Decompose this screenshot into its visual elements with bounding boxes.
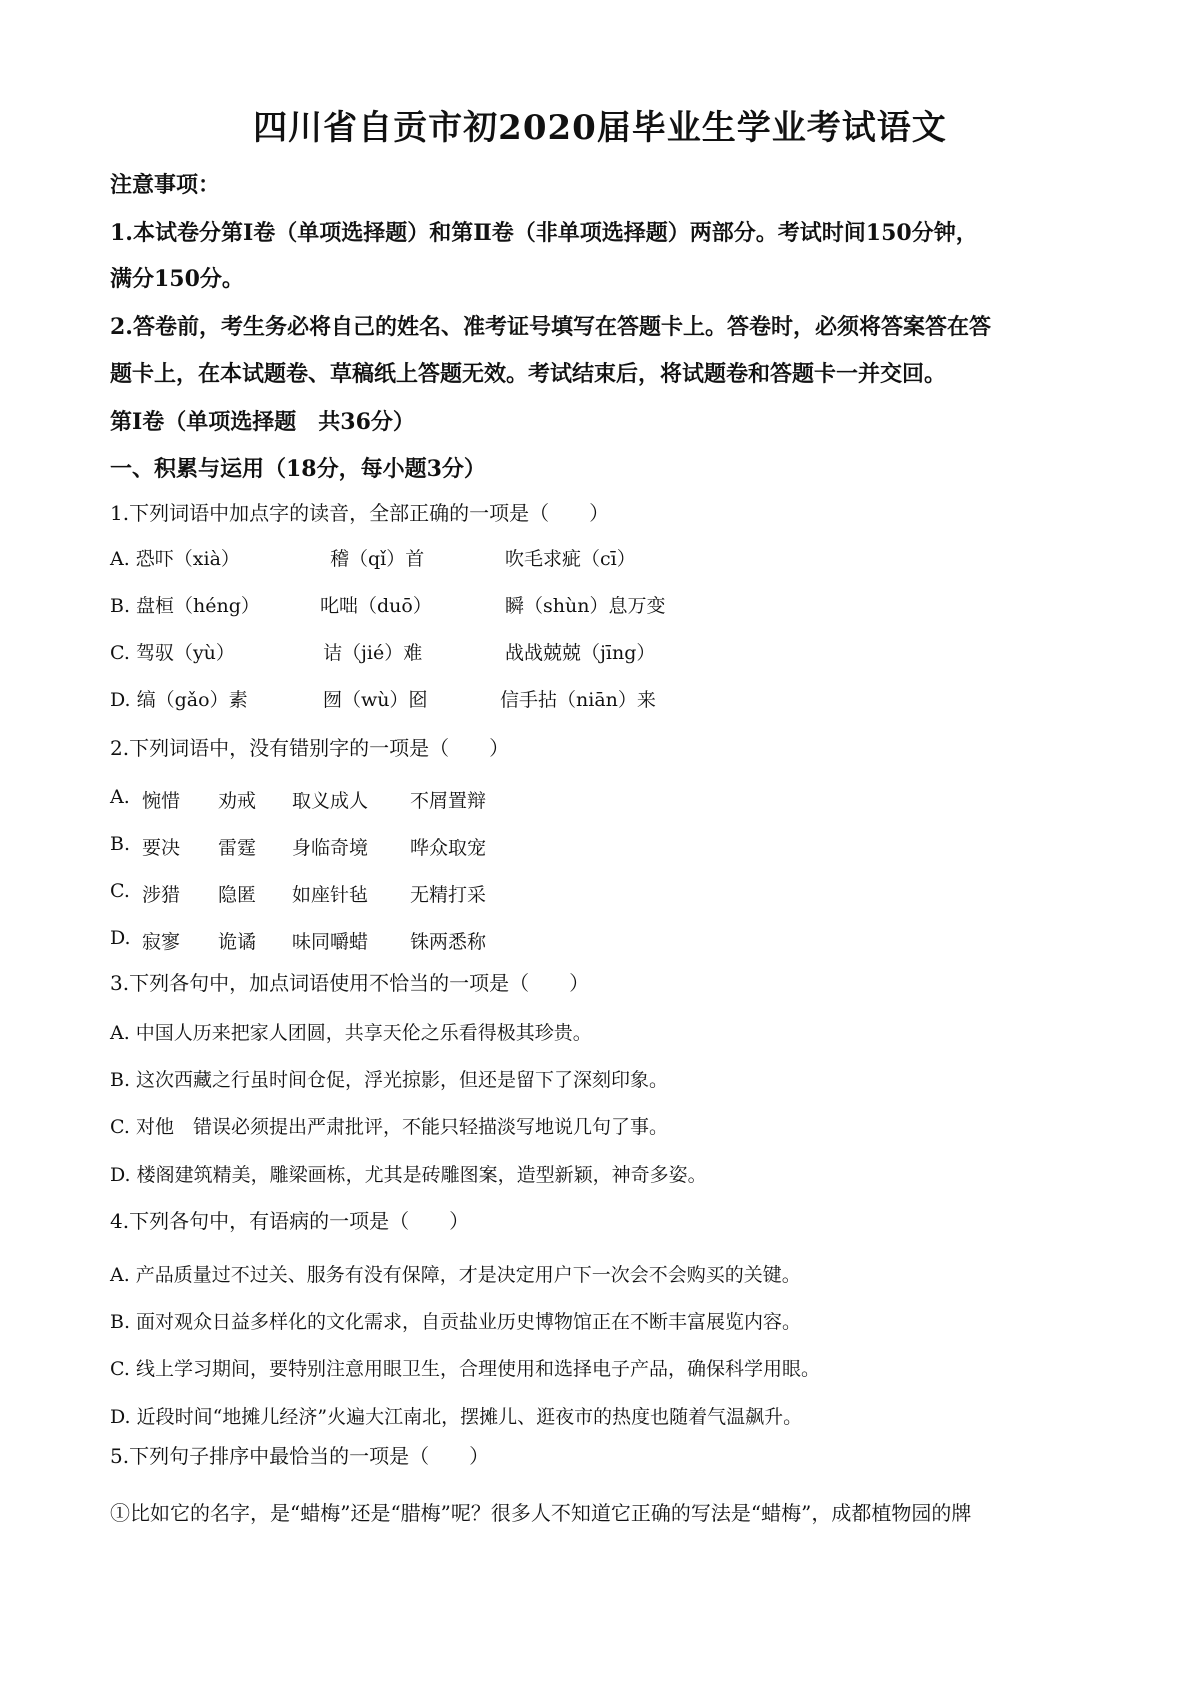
notice-item-1-line-1: 1.本试卷分第Ⅰ卷（单项选择题）和第Ⅱ卷（非单项选择题）两部分。考试时间150分钟，: [110, 220, 978, 246]
q2-option-d-word4: 铢两悉称: [410, 931, 487, 953]
q3-option-d: D. 楼阁建筑精美，雕梁画栋，尤其是砖雕图案，造型新颖，神奇多姿。: [110, 1164, 707, 1186]
q1-option-d-col3: 信手拈（niān）来: [500, 689, 656, 711]
q2-option-c-letter: C.: [110, 880, 130, 902]
q2-option-b-letter: B.: [110, 833, 131, 855]
q4-option-a: A. 产品质量过不过关、服务有没有保障，才是决定用户下一次会不会购买的关键。: [110, 1264, 801, 1286]
question-4-stem: 4.下列各句中，有语病的一项是（ ）: [110, 1209, 470, 1233]
q1-option-b-col2: 叱咄（duō）: [320, 595, 432, 617]
q1-option-c-col3: 战战兢兢（jīng）: [505, 642, 656, 664]
q2-option-d-word2: 诡谲: [218, 931, 257, 953]
q3-option-b: B. 这次西藏之行虽时间仓促，浮光掠影，但还是留下了深刻印象。: [110, 1069, 669, 1091]
section-heading: 一、积累与运用（18分，每小题3分）: [110, 456, 486, 482]
q1-option-b-col1: B. 盘桓（héng）: [110, 595, 260, 617]
q1-option-a-col3: 吹毛求疵（cī）: [505, 548, 636, 570]
q2-option-a-word3: 取义成人: [292, 790, 369, 812]
notice-item-2-line-1: 2.答卷前，考生务必将自己的姓名、准考证号填写在答题卡上。答卷时，必须将答案答在答: [110, 314, 991, 340]
notice-item-2-line-2: 题卡上，在本试题卷、草稿纸上答题无效。考试结束后，将试题卷和答题卡一并交回。: [110, 361, 947, 387]
q2-option-a-word2: 劝戒: [218, 790, 257, 812]
notice-item-1-line-2: 满分150分。: [110, 266, 244, 292]
q2-option-a-letter: A.: [110, 786, 130, 808]
q1-option-a-col2: 稽（qǐ）首: [330, 548, 425, 570]
q1-option-a-col1: A. 恐吓（xià）: [110, 548, 240, 570]
q2-option-a-word1: 惋惜: [142, 790, 181, 812]
q2-option-d-word3: 味同嚼蜡: [292, 931, 369, 953]
q4-option-b: B. 面对观众日益多样化的文化需求，自贡盐业历史博物馆正在不断丰富展览内容。: [110, 1311, 802, 1333]
page-title: 四川省自贡市初2020届毕业生学业考试语文: [253, 108, 947, 148]
q1-option-b-col3: 瞬（shùn）息万变: [505, 595, 666, 617]
q1-option-c-col2: 诘（jié）难: [323, 642, 423, 664]
q1-option-d-col1: D. 缟（gǎo）素: [110, 689, 248, 711]
question-3-stem: 3.下列各句中，加点词语使用不恰当的一项是（ ）: [110, 971, 590, 995]
q1-option-d-col2: 囫（wù）囵: [323, 689, 428, 711]
q2-option-b-word2: 雷霆: [218, 837, 257, 859]
q2-option-d-letter: D.: [110, 927, 131, 949]
q2-option-c-word4: 无精打采: [410, 884, 487, 906]
q1-option-c-col1: C. 驾驭（yù）: [110, 642, 235, 664]
q3-option-c: C. 对他 错误必须提出严肃批评，不能只轻描淡写地说几句了事。: [110, 1116, 668, 1138]
q2-option-b-word1: 要决: [142, 837, 181, 859]
q2-option-c-word2: 隐匿: [218, 884, 257, 906]
q4-option-c: C. 线上学习期间，要特别注意用眼卫生，合理使用和选择电子产品，确保科学用眼。: [110, 1358, 820, 1380]
q2-option-d-word1: 寂寥: [142, 931, 181, 953]
q2-option-b-word4: 哗众取宠: [410, 837, 487, 859]
q2-option-a-word4: 不屑置辩: [410, 790, 487, 812]
notice-heading: 注意事项：: [110, 172, 221, 198]
q2-option-b-word3: 身临奇境: [292, 837, 369, 859]
q3-option-a: A. 中国人历来把家人团圆，共享天伦之乐看得极其珍贵。: [110, 1022, 592, 1044]
q2-option-c-word1: 涉猎: [142, 884, 181, 906]
question-2-stem: 2.下列词语中，没有错别字的一项是（ ）: [110, 736, 510, 760]
question-1-stem: 1.下列词语中加点字的读音，全部正确的一项是（ ）: [110, 501, 610, 525]
part-heading: 第Ⅰ卷（单项选择题 共36分）: [110, 409, 415, 435]
q4-option-d: D. 近段时间“地摊儿经济”火遍大江南北，摆摊儿、逛夜市的热度也随着气温飙升。: [110, 1406, 803, 1428]
q5-passage-line-1: ①比如它的名字，是“蜡梅”还是“腊梅”呢？很多人不知道它正确的写法是“蜡梅”，成都植物园的牌: [110, 1501, 972, 1525]
question-5-stem: 5.下列句子排序中最恰当的一项是（ ）: [110, 1444, 490, 1468]
q2-option-c-word3: 如座针毡: [292, 884, 369, 906]
